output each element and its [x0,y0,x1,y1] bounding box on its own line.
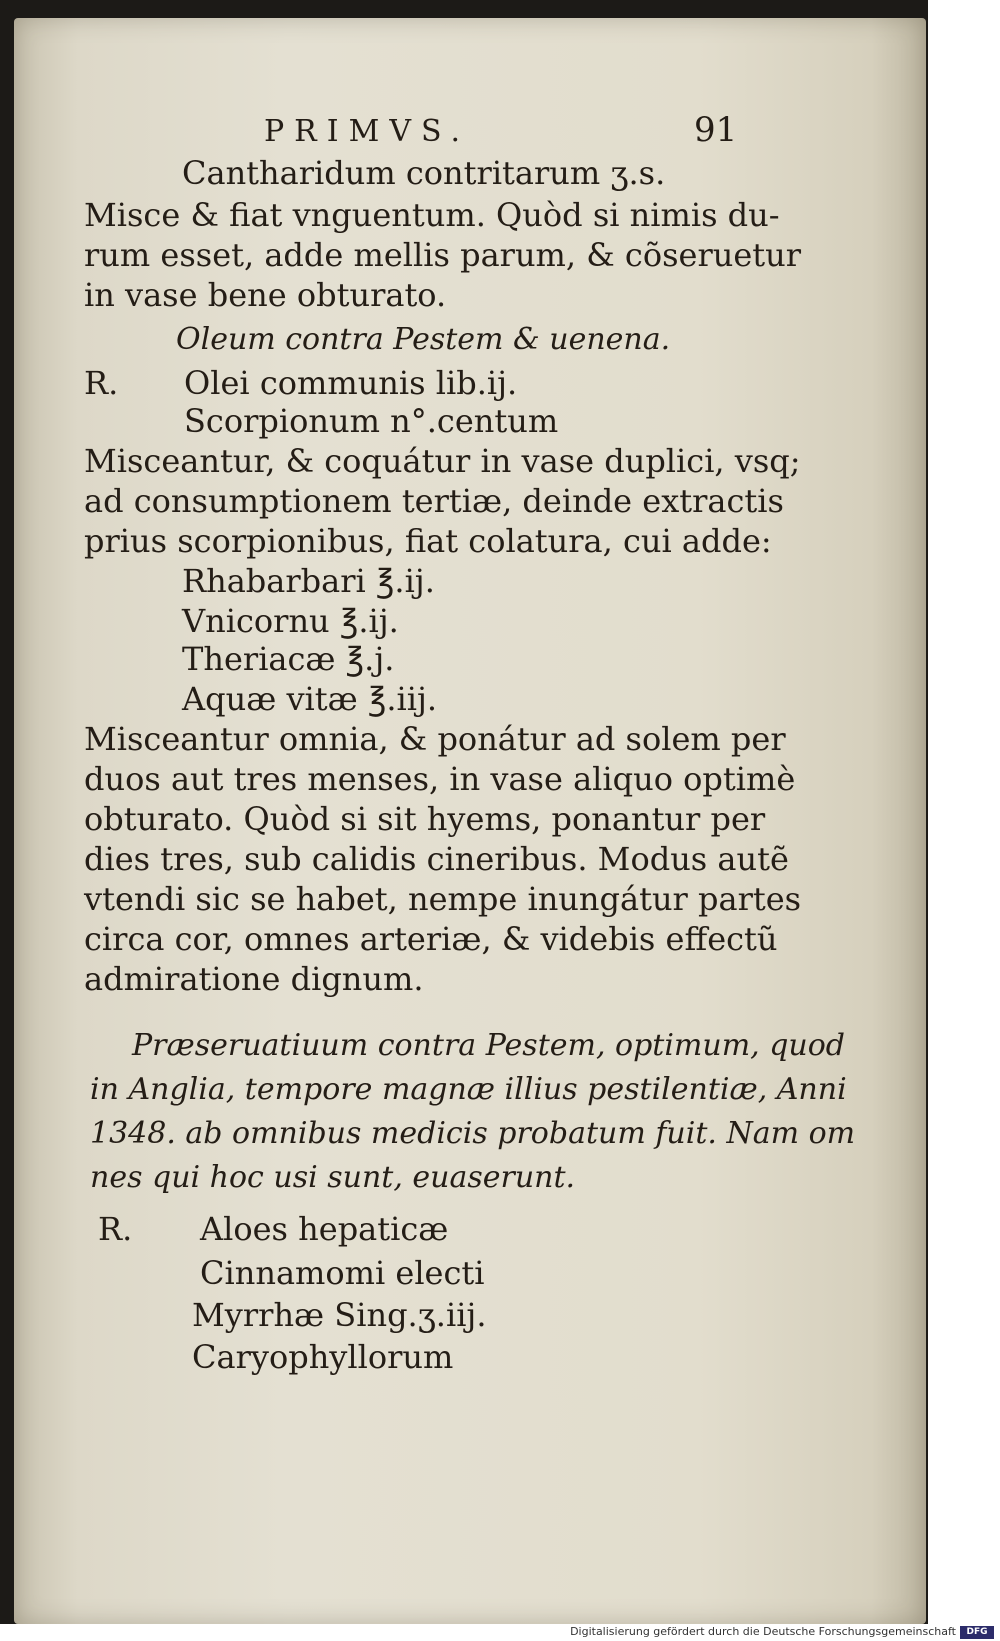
text-line: prius scorpionibus, fiat colatura, cui adde: [84,522,772,560]
text-line: in vase bene obturato. [84,276,447,314]
ingredient: Olei communis lib.ij. [184,364,518,402]
ingredient: Aquæ vitæ ℥.iij. [182,680,438,718]
ingredient: Scorpionum n°.centum [184,402,559,440]
ingredient: Rhabarbari ℥.ij. [182,562,435,600]
ingredient: Aloes hepaticæ [200,1210,449,1248]
recipe-heading: Oleum contra Pestem & uenena. [176,322,671,357]
running-head: PRIMVS. [264,114,471,149]
text-line: dies tres, sub calidis cineribus. Modus autẽ [84,840,789,878]
text-line: Misce & fiat vnguentum. Quòd si nimis du- [84,196,780,234]
dfg-logo: DFG [960,1626,994,1639]
text-line: vtendi sic se habet, nempe inungátur partes [84,880,802,918]
text-line: Cantharidum contritarum ʒ.s. [182,154,666,192]
text-line: circa cor, omnes arteriæ, & videbis effectũ [84,920,778,958]
recipe-heading: nes qui hoc usi sunt, euaserunt. [90,1160,576,1195]
ingredient: Theriacæ ℥.j. [182,640,395,678]
text-line: rum esset, adde mellis parum, & cõseruetur [84,236,802,274]
ingredient: Cinnamomi electi [200,1254,485,1292]
footer-bar [0,1624,1000,1641]
ingredient: Myrrhæ Sing.ʒ.iij. [192,1296,487,1334]
text-line: obturato. Quòd si sit hyems, ponantur per [84,800,766,838]
book-page [14,18,926,1624]
page-number: 91 [694,110,738,150]
text-line: Misceantur omnia, & ponátur ad solem per [84,720,786,758]
ingredient: Caryophyllorum [192,1338,454,1376]
text-line: ad consumptionem tertiæ, deinde extractis [84,482,784,520]
recipe-heading: 1348. ab omnibus medicis probatum fuit. Nam om [90,1116,856,1151]
text-line: duos aut tres menses, in vase aliquo optimè [84,760,796,798]
recipe-symbol: R. [84,364,119,402]
footer-credit: Digitalisierung gefördert durch die Deutsche Forschungsgemeinschaft [570,1625,956,1638]
recipe-heading: in Anglia, tempore magnæ illius pestilentiæ, Anni [90,1072,847,1107]
recipe-symbol: R. [98,1210,133,1248]
text-line: admiratione dignum. [84,960,424,998]
recipe-heading: Præseruatiuum contra Pestem, optimum, quod [132,1028,846,1063]
ingredient: Vnicornu ℥.ij. [182,602,399,640]
text-line: Misceantur, & coquátur in vase duplici, vsq; [84,442,801,480]
